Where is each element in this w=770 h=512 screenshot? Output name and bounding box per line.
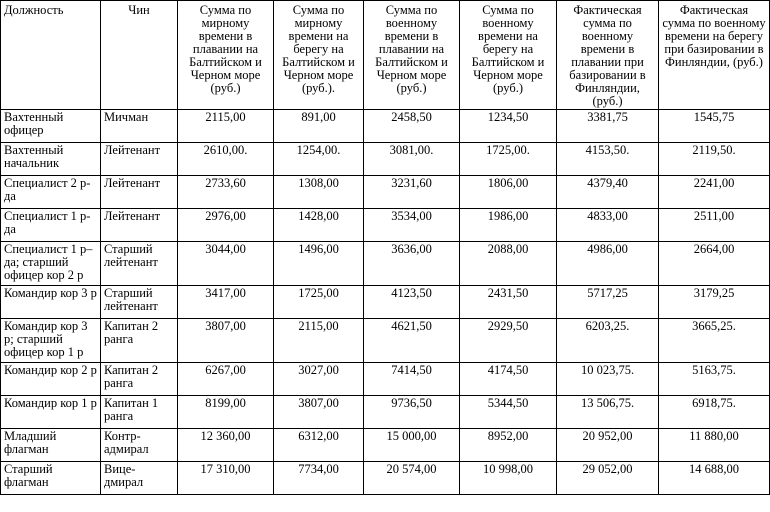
cell-value: 1254,00. — [274, 143, 364, 176]
cell-rank: Капитан 2 ранга — [101, 363, 178, 396]
cell-rank: Лейтенант — [101, 143, 178, 176]
header-rank: Чин — [101, 1, 178, 110]
cell-position: Специалист 2 р-да — [1, 176, 101, 209]
cell-value: 7414,50 — [364, 363, 460, 396]
cell-value: 1806,00 — [460, 176, 557, 209]
cell-value: 4621,50 — [364, 319, 460, 363]
cell-position: Специалист 1 р-да — [1, 209, 101, 242]
cell-value: 3665,25. — [659, 319, 770, 363]
cell-value: 3027,00 — [274, 363, 364, 396]
cell-rank: Капитан 2 ранга — [101, 319, 178, 363]
cell-value: 1725,00. — [460, 143, 557, 176]
cell-value: 5163,75. — [659, 363, 770, 396]
cell-value: 2664,00 — [659, 242, 770, 286]
cell-rank: Контр-адмирал — [101, 429, 178, 462]
cell-value: 2976,00 — [178, 209, 274, 242]
cell-rank: Лейтенант — [101, 209, 178, 242]
cell-rank: Капитан 1 ранга — [101, 396, 178, 429]
table-row — [1, 143, 770, 176]
header-peace-sea: Сумма по мирному времени в плавании на Балтийском и Черном море (руб.) — [178, 1, 274, 110]
cell-value: 2511,00 — [659, 209, 770, 242]
header-position: Должность — [1, 1, 101, 110]
cell-position: Старший флагман — [1, 462, 101, 495]
cell-value: 3231,60 — [364, 176, 460, 209]
cell-value: 3636,00 — [364, 242, 460, 286]
cell-value: 11 880,00 — [659, 429, 770, 462]
cell-value: 6267,00 — [178, 363, 274, 396]
cell-value: 20 952,00 — [557, 429, 659, 462]
cell-rank: Вице-дмирал — [101, 462, 178, 495]
cell-value: 2733,60 — [178, 176, 274, 209]
cell-value: 2088,00 — [460, 242, 557, 286]
cell-rank: Старший лейтенант — [101, 286, 178, 319]
table-row — [1, 110, 770, 143]
cell-value: 7734,00 — [274, 462, 364, 495]
cell-value: 10 998,00 — [460, 462, 557, 495]
cell-value: 2119,50. — [659, 143, 770, 176]
cell-rank: Лейтенант — [101, 176, 178, 209]
cell-value: 8199,00 — [178, 396, 274, 429]
cell-value: 8952,00 — [460, 429, 557, 462]
cell-position: Командир кор 1 р — [1, 396, 101, 429]
cell-value: 9736,50 — [364, 396, 460, 429]
cell-value: 6203,25. — [557, 319, 659, 363]
cell-value: 3417,00 — [178, 286, 274, 319]
table-row — [1, 363, 770, 396]
header-war-sea: Сумма по военному времени в плавании на Балтийском и Черном море (руб.) — [364, 1, 460, 110]
cell-value: 1725,00 — [274, 286, 364, 319]
cell-value: 17 310,00 — [178, 462, 274, 495]
cell-value: 1308,00 — [274, 176, 364, 209]
cell-position: Командир кор 3 р; старший офицер кор 1 р — [1, 319, 101, 363]
header-war-shore: Сумма по военному времени на берегу на Балтийском и Черном море (руб.) — [460, 1, 557, 110]
cell-value: 2241,00 — [659, 176, 770, 209]
table-row — [1, 462, 770, 495]
cell-value: 4174,50 — [460, 363, 557, 396]
table-row — [1, 429, 770, 462]
cell-position: Специалист 1 р–да; старший офицер кор 2 р — [1, 242, 101, 286]
cell-value: 20 574,00 — [364, 462, 460, 495]
cell-value: 29 052,00 — [557, 462, 659, 495]
cell-value: 3044,00 — [178, 242, 274, 286]
cell-value: 2431,50 — [460, 286, 557, 319]
table-row — [1, 286, 770, 319]
cell-value: 3381,75 — [557, 110, 659, 143]
cell-value: 1986,00 — [460, 209, 557, 242]
cell-value: 2458,50 — [364, 110, 460, 143]
cell-value: 3081,00. — [364, 143, 460, 176]
cell-value: 5344,50 — [460, 396, 557, 429]
cell-value: 4123,50 — [364, 286, 460, 319]
cell-rank: Старший лейтенант — [101, 242, 178, 286]
cell-value: 10 023,75. — [557, 363, 659, 396]
table-row — [1, 396, 770, 429]
cell-position: Командир кор 3 р — [1, 286, 101, 319]
cell-value: 3534,00 — [364, 209, 460, 242]
cell-value: 1545,75 — [659, 110, 770, 143]
cell-value: 14 688,00 — [659, 462, 770, 495]
cell-value: 4153,50. — [557, 143, 659, 176]
cell-value: 15 000,00 — [364, 429, 460, 462]
cell-value: 1496,00 — [274, 242, 364, 286]
cell-position: Младший флагман — [1, 429, 101, 462]
cell-position: Вахтенный офицер — [1, 110, 101, 143]
table-row — [1, 209, 770, 242]
cell-value: 6312,00 — [274, 429, 364, 462]
header-finland-shore: Фактическая сумма по военному времени на берегу при базировании в Финляндии, (руб.) — [659, 1, 770, 110]
cell-value: 3179,25 — [659, 286, 770, 319]
header-peace-shore: Сумма по мирному времени на берегу на Балтийском и Черном море (руб.). — [274, 1, 364, 110]
cell-value: 3807,00 — [274, 396, 364, 429]
table-row — [1, 242, 770, 286]
cell-value: 13 506,75. — [557, 396, 659, 429]
cell-value: 2115,00 — [274, 319, 364, 363]
header-row — [1, 1, 770, 110]
cell-value: 4379,40 — [557, 176, 659, 209]
cell-value: 3807,00 — [178, 319, 274, 363]
cell-value: 5717,25 — [557, 286, 659, 319]
table-row — [1, 176, 770, 209]
cell-value: 4833,00 — [557, 209, 659, 242]
cell-value: 12 360,00 — [178, 429, 274, 462]
cell-value: 2610,00. — [178, 143, 274, 176]
header-finland-sea: Фактическая сумма по военному времени в плавании при базировании в Финляндии, (руб.) — [557, 1, 659, 110]
cell-value: 891,00 — [274, 110, 364, 143]
cell-value: 2115,00 — [178, 110, 274, 143]
cell-position: Командир кор 2 р — [1, 363, 101, 396]
cell-value: 4986,00 — [557, 242, 659, 286]
cell-value: 1234,50 — [460, 110, 557, 143]
cell-value: 1428,00 — [274, 209, 364, 242]
table-row — [1, 319, 770, 363]
cell-value: 6918,75. — [659, 396, 770, 429]
cell-rank: Мичман — [101, 110, 178, 143]
cell-value: 2929,50 — [460, 319, 557, 363]
cell-position: Вахтенный начальник — [1, 143, 101, 176]
